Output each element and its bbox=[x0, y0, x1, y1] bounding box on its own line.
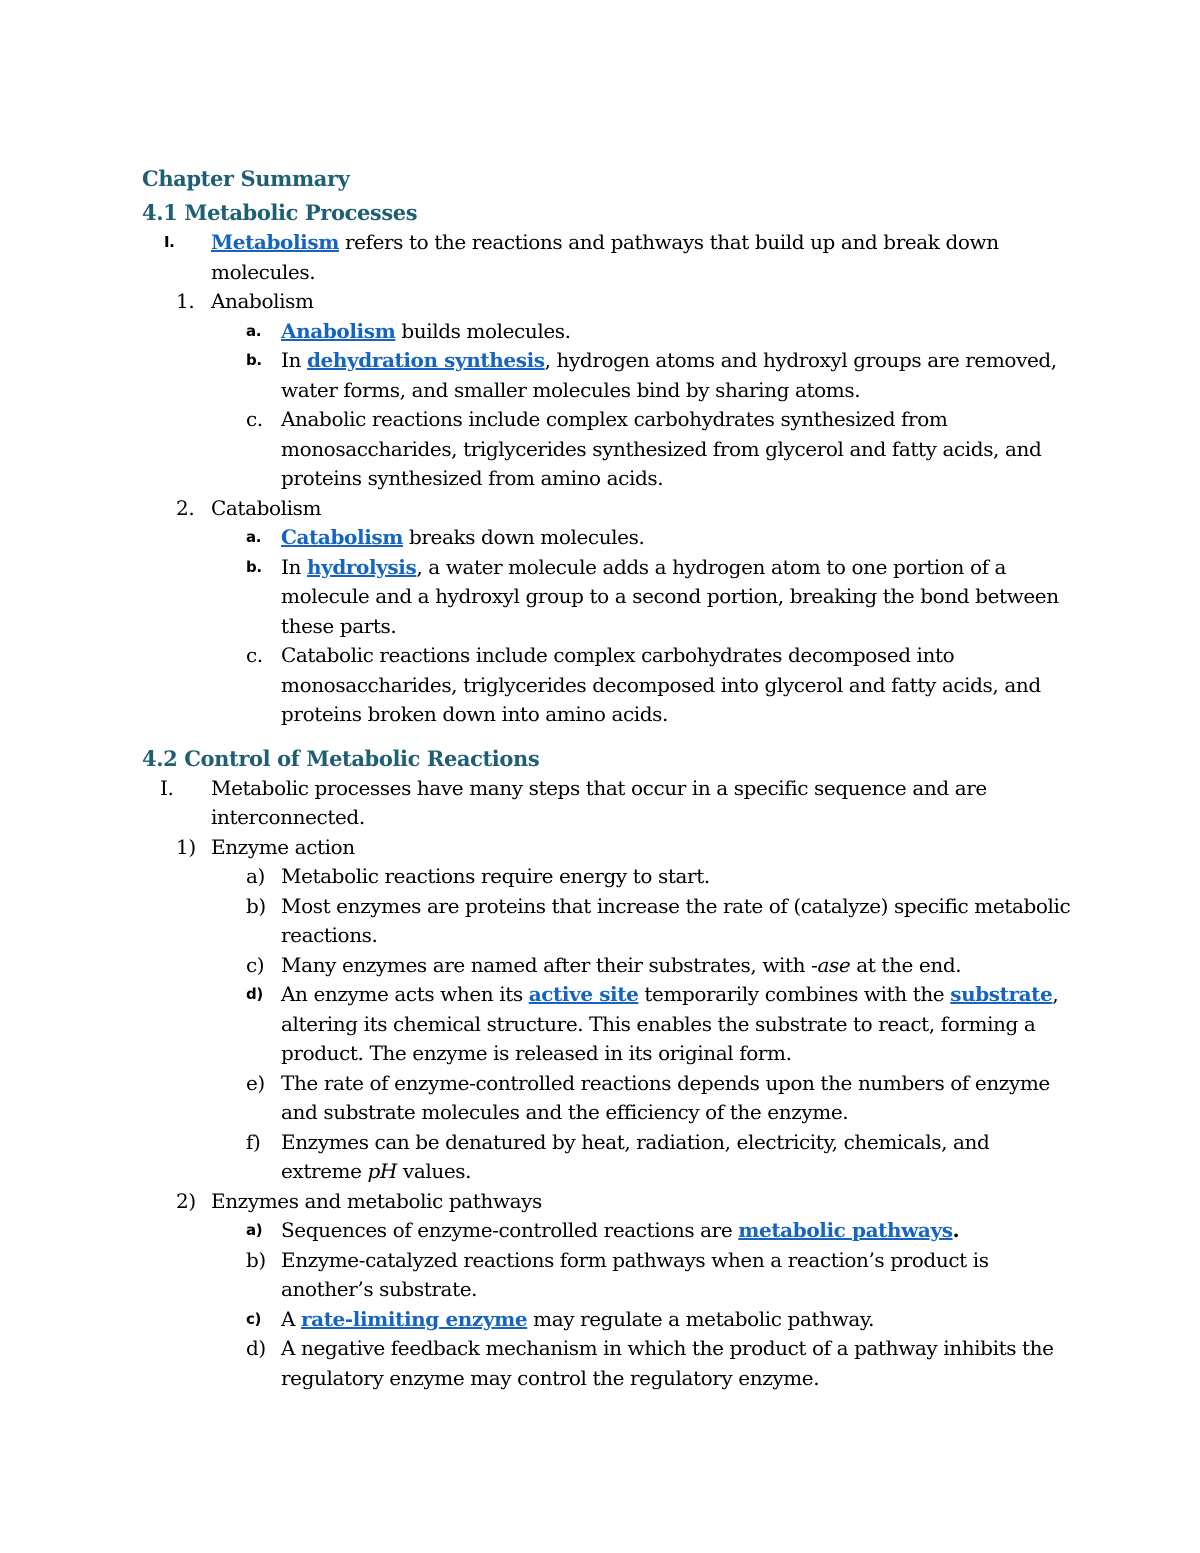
list-item: c) Many enzymes are named after their substrates, with -ase at the end. bbox=[142, 951, 1072, 981]
term-link-substrate[interactable]: substrate bbox=[950, 982, 1053, 1006]
list-marker: b) bbox=[246, 1247, 266, 1272]
list-marker: d) bbox=[246, 985, 263, 1003]
outline-item-enzyme-action: 1) Enzyme action bbox=[142, 833, 1072, 863]
document-title: Chapter Summary bbox=[142, 166, 350, 191]
list-item: b) Most enzymes are proteins that increase the rate of (catalyze) specific metabolic reactions. bbox=[246, 893, 1071, 947]
outline-item-metabolic-processes: I. Metabolic processes have many steps that occur in a specific sequence and are interconnected. bbox=[160, 775, 987, 829]
list-marker: b. bbox=[246, 351, 262, 369]
list-marker: a. bbox=[246, 528, 262, 546]
term-link-metabolic-pathways[interactable]: metabolic pathways bbox=[738, 1218, 953, 1242]
outline-marker: 1) bbox=[176, 834, 196, 859]
list-marker: d) bbox=[246, 1336, 266, 1360]
outline-item-enzymes-pathways: 2) Enzymes and metabolic pathways bbox=[142, 1187, 1072, 1217]
outline-item-metabolism: I. Metabolism refers to the reactions and pathways that build up and break down molecules. bbox=[164, 230, 999, 284]
section-heading-4-1: 4.1 Metabolic Processes bbox=[142, 200, 418, 225]
list-marker: f) bbox=[246, 1129, 261, 1154]
term-link-rate-limiting-enzyme[interactable]: rate-limiting enzyme bbox=[301, 1306, 528, 1331]
term-link-active-site[interactable]: active site bbox=[528, 982, 639, 1006]
outline-marker: 1. bbox=[176, 289, 195, 313]
list-marker: a) bbox=[246, 864, 265, 888]
list-marker: c. bbox=[246, 643, 263, 667]
list-item: c) A rate-limiting enzyme may regulate a metabolic pathway. bbox=[142, 1305, 1072, 1335]
outline-item-catabolism: 2. Catabolism bbox=[142, 494, 1072, 524]
outline-marker: 2. bbox=[176, 495, 195, 520]
list-marker: c) bbox=[246, 1309, 261, 1328]
list-marker: b) bbox=[246, 893, 266, 918]
document-body bbox=[142, 164, 1072, 1393]
term-link-catabolism[interactable]: Catabolism bbox=[281, 525, 404, 549]
list-marker: c) bbox=[246, 952, 265, 977]
list-marker: e) bbox=[246, 1070, 265, 1095]
term-link-hydrolysis[interactable]: hydrolysis bbox=[306, 554, 417, 579]
list-item: a) Sequences of enzyme-controlled reactions are metabolic pathways. bbox=[142, 1216, 1072, 1246]
list-marker: c. bbox=[246, 407, 263, 431]
list-marker: b. bbox=[246, 557, 262, 576]
list-item: c. Anabolic reactions include complex carbohydrates synthesized from monosaccharides, triglycerides synthesized from glycerol and fatty acids, and proteins synthesized from amino acids. bbox=[246, 407, 1042, 490]
list-item: b. In hydrolysis, a water molecule adds a hydrogen atom to one portion of a molecule and a hydroxyl group to a second portion, breaking the bond between these parts. bbox=[246, 554, 1059, 638]
outline-item-anabolism: 1. Anabolism bbox=[142, 287, 1072, 317]
term-link-dehydration-synthesis[interactable]: dehydration synthesis bbox=[306, 348, 545, 372]
section-heading-4-2: 4.2 Control of Metabolic Reactions bbox=[142, 745, 540, 771]
list-marker: a. bbox=[246, 321, 262, 340]
list-item: d) A negative feedback mechanism in which the product of a pathway inhibits the regulatory enzyme may control the regulatory enzyme. bbox=[246, 1336, 1054, 1390]
list-item: e) The rate of enzyme-controlled reactions depends upon the numbers of enzyme and substrate molecules and the efficiency of the enzyme. bbox=[246, 1070, 1050, 1124]
list-item: b. In dehydration synthesis, hydrogen atoms and hydroxyl groups are removed, water forms, and smaller molecules bind by sharing atoms. bbox=[246, 348, 1057, 402]
outline-marker: 2) bbox=[176, 1188, 196, 1213]
list-item: a) Metabolic reactions require energy to start. bbox=[142, 862, 1072, 892]
list-item: a. Catabolism breaks down molecules. bbox=[142, 523, 1072, 553]
list-marker: a) bbox=[246, 1221, 263, 1239]
term-link-metabolism[interactable]: Metabolism bbox=[211, 230, 340, 254]
list-item: b) Enzyme-catalyzed reactions form pathways when a reaction’s product is another’s substrate. bbox=[246, 1247, 989, 1301]
list-item: c. Catabolic reactions include complex carbohydrates decomposed into monosaccharides, triglycerides decomposed into glycerol and fatty acids, and proteins broken down into amino acids. bbox=[246, 643, 1041, 726]
term-link-anabolism[interactable]: Anabolism bbox=[281, 318, 396, 343]
outline-marker: I. bbox=[164, 233, 175, 251]
list-item: f) Enzymes can be denatured by heat, radiation, electricity, chemicals, and extreme pH values. bbox=[246, 1129, 990, 1183]
list-item: a. Anabolism builds molecules. bbox=[142, 317, 1072, 347]
outline-marker: I. bbox=[160, 775, 174, 800]
list-item: d) An enzyme acts when its active site temporarily combines with the substrate, altering its chemical structure. This enables the substrate to react, forming a product. The enzyme is released in its original form. bbox=[246, 982, 1059, 1065]
